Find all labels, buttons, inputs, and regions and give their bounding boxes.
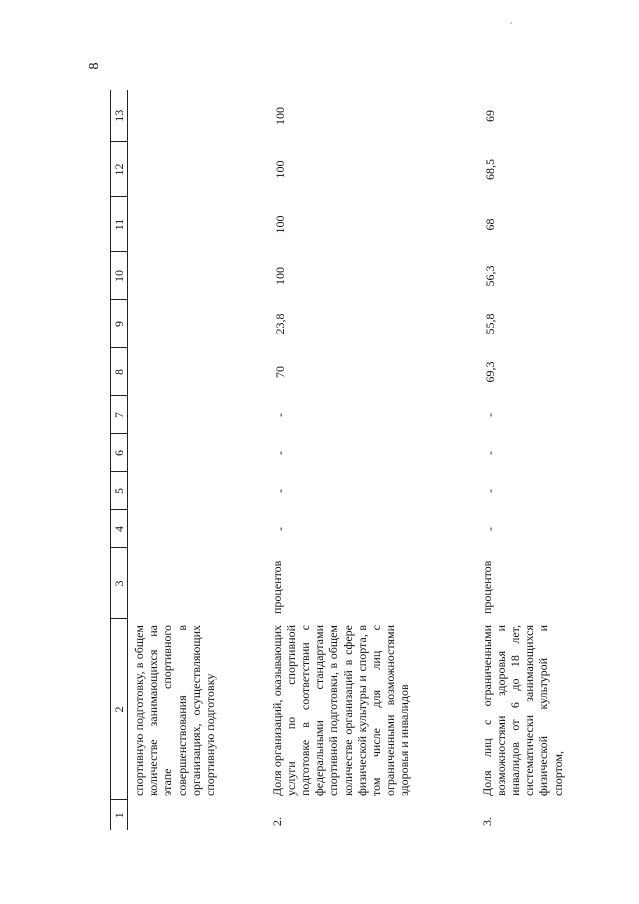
header-col-7: 7 — [111, 396, 128, 434]
value-cell — [128, 396, 266, 434]
value-cell: 56,3 — [482, 265, 497, 287]
value-cell: 100 — [272, 107, 287, 125]
header-col-2: 2 — [111, 619, 128, 800]
header-col-12: 12 — [111, 142, 128, 197]
header-row — [111, 90, 128, 830]
table-row — [266, 90, 476, 830]
row-number: 3. — [479, 817, 494, 826]
header-col-5: 5 — [111, 472, 128, 510]
value-cell: - — [272, 451, 287, 455]
header-col-3: 3 — [111, 548, 128, 619]
value-cell — [128, 348, 266, 396]
header-col-11: 11 — [111, 197, 128, 252]
header-col-10: 10 — [111, 252, 128, 300]
value-cell: 100 — [272, 160, 287, 179]
indicator-name: спортивную подготовку, в общем количестве занимающихся на этапе спортивного совершенствования в организациях, осуществляющих спортивную подготовку — [132, 625, 218, 796]
header-col-1: 1 — [111, 800, 128, 830]
value-cell — [128, 252, 266, 300]
value-cell — [128, 510, 266, 548]
row-number: 2. — [269, 817, 284, 826]
rotated-table-container — [110, 90, 565, 830]
value-cell: - — [482, 527, 497, 531]
page-number: 8 — [87, 62, 102, 70]
indicator-name: Доля лиц с ограниченными возможностями здоровья и инвалидов от 6 до 18 лет, систематически занимающихся физической культурой и спортом, — [479, 625, 565, 796]
value-cell — [128, 142, 266, 197]
value-cell: 55,8 — [482, 313, 497, 335]
value-cell: 100 — [272, 267, 287, 285]
header-col-9: 9 — [111, 300, 128, 348]
value-cell: - — [272, 527, 287, 531]
value-cell: 23,8 — [272, 313, 287, 335]
value-cell: - — [272, 489, 287, 493]
header-col-4: 4 — [111, 510, 128, 548]
value-cell — [128, 90, 266, 142]
value-cell: 70 — [272, 366, 287, 378]
table-row — [128, 90, 266, 830]
value-cell: 68 — [482, 218, 497, 231]
header-col-6: 6 — [111, 434, 128, 472]
indicator-name: Доля организаций, оказывающих услуги по спортивной подготовке в соответствии с федеральными стандартами спортивной подготовки, в общем количестве организаций в сфере физической культуры и спорта, в том числе для лиц с ограниченными возможностями здоровья и инвалидов — [269, 625, 412, 796]
value-cell: - — [272, 413, 287, 417]
value-cell: - — [482, 489, 497, 493]
value-cell: - — [482, 413, 497, 417]
header-col-13: 13 — [111, 90, 128, 142]
row-number — [128, 800, 266, 830]
unit-cell: процентов — [479, 560, 494, 614]
unit-cell: процентов — [269, 560, 284, 614]
value-cell: 100 — [272, 215, 287, 234]
value-cell: 69 — [482, 110, 497, 122]
unit-cell — [128, 548, 266, 619]
data-table — [110, 90, 565, 830]
value-cell — [128, 300, 266, 348]
header-col-8: 8 — [111, 348, 128, 396]
table-row — [476, 90, 565, 830]
value-cell — [128, 197, 266, 252]
value-cell: 68,5 — [482, 159, 497, 180]
value-cell — [128, 434, 266, 472]
value-cell: 69,3 — [482, 361, 497, 383]
value-cell — [128, 472, 266, 510]
value-cell: - — [482, 451, 497, 455]
scan-speck — [510, 22, 512, 24]
